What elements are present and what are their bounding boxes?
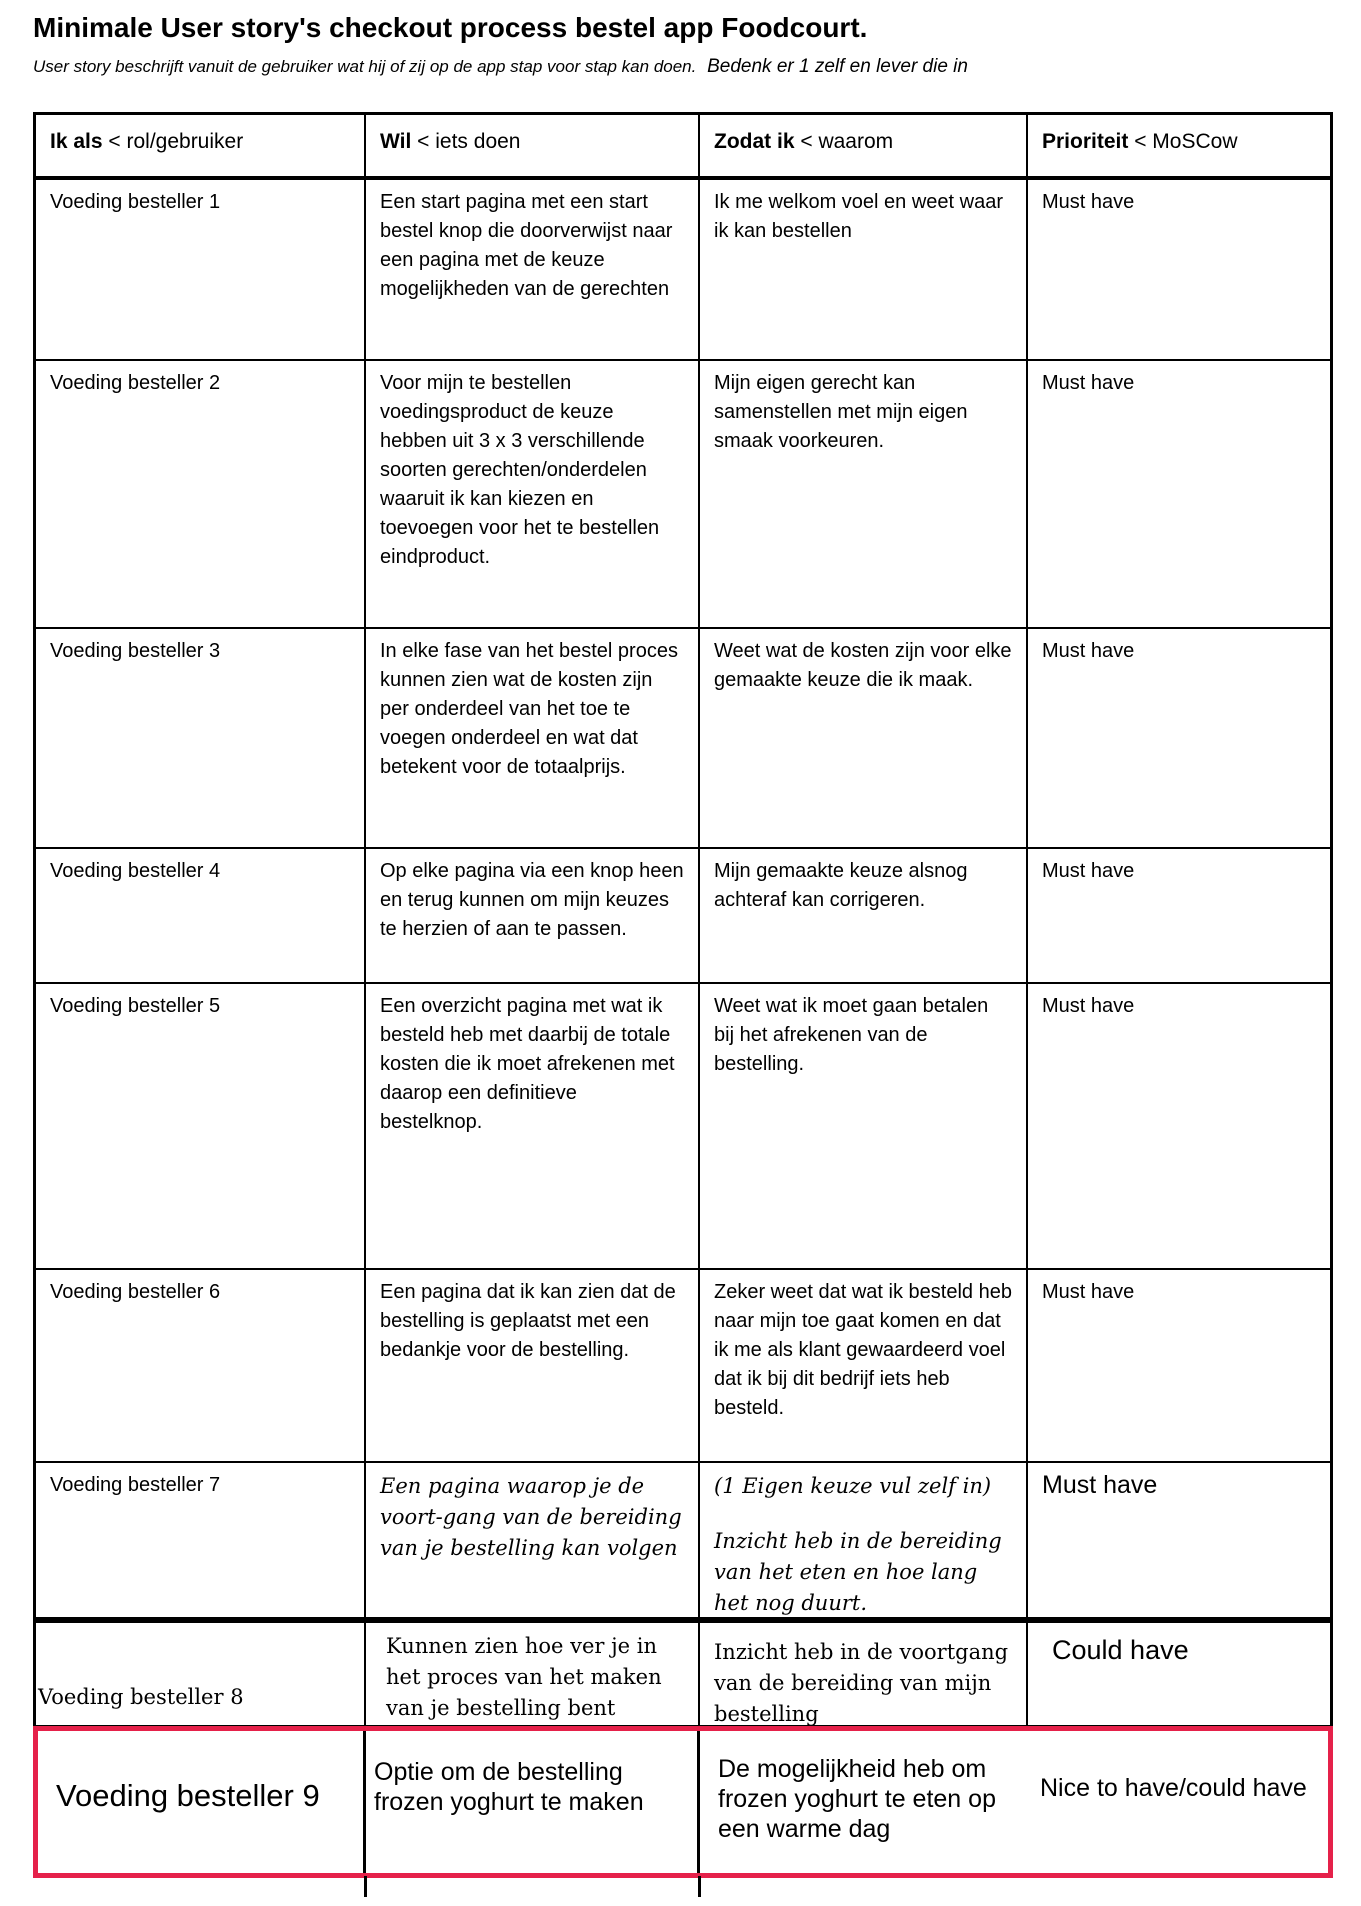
row7-zodat-text: Inzicht heb in de bereiding van het eten en hoe lang het nog duurt. [714,1529,1002,1615]
row5-zodat: Weet wat ik moet gaan betalen bij het afrekenen van de bestelling. [700,984,1028,1270]
row2-role: Voeding besteller 2 [36,361,366,629]
row7-role: Voeding besteller 7 [36,1463,366,1623]
row7-wil: Een pagina waarop je de voort-gang van de bereiding van je bestelling kan volgen [366,1463,700,1623]
header-prioriteit-keyword: Prioriteit [1042,130,1129,153]
user-story-table [33,112,1333,1876]
row8-wil: Kunnen zien hoe ver je in het proces van het maken van je bestelling bent [366,1623,700,1728]
header-role [36,115,366,180]
row3-zodat: Weet wat de kosten zijn voor elke gemaakte keuze die ik maak. [700,629,1028,849]
column-divider-stub-1 [364,1876,367,1897]
row1-wil: Een start pagina met een start bestel knop die doorverwijst naar een pagina met de keuze mogelijkheden van de gerechten [366,180,700,361]
row4-zodat: Mijn gemaakte keuze alsnog achteraf kan corrigeren. [700,849,1028,984]
row6-role: Voeding besteller 6 [36,1270,366,1463]
row6-zodat: Zeker weet dat wat ik besteld heb naar mijn toe gaat komen en dat ik me als klant gewaardeerd voel dat ik bij dit bedrijf iets heb besteld. [700,1270,1028,1463]
row3-prioriteit: Must have [1028,629,1330,849]
row2-zodat: Mijn eigen gerecht kan samenstellen met mijn eigen smaak voorkeuren. [700,361,1028,629]
page-title: Minimale User story's checkout process bestel app Foodcourt. [33,12,868,43]
header-wil [366,115,700,180]
row5-wil: Een overzicht pagina met wat ik besteld heb met daarbij de totale kosten die ik moet afrekenen met daarop een definitieve bestelknop. [366,984,700,1270]
header-wil-keyword: Wil [380,130,412,153]
row6-prioriteit: Must have [1028,1270,1330,1463]
row4-wil: Op elke pagina via een knop heen en terug kunnen om mijn keuzes te herzien of aan te passen. [366,849,700,984]
row7-zodat [700,1463,1028,1623]
page-subtitle [33,56,968,78]
row1-role: Voeding besteller 1 [36,180,366,361]
row8-zodat: Inzicht heb in de voortgang van de bereiding van mijn bestelling [700,1623,1028,1728]
row9-prioriteit: Nice to have/could have [1040,1773,1307,1802]
header-wil-hint: < iets doen [411,130,521,153]
header-zodat-keyword: Zodat ik [714,130,795,153]
header-role-hint: < rol/gebruiker [102,130,244,153]
header-prioriteit-hint: < MoSCow [1128,130,1238,153]
header-prioriteit [1028,115,1330,180]
row8-role: Voeding besteller 8 [36,1623,366,1728]
row1-zodat: Ik me welkom voel en weet waar ik kan bestellen [700,180,1028,361]
row9-zodat: De mogelijkheid heb om frozen yoghurt te eten op een warme dag [718,1755,996,1843]
row5-prioriteit: Must have [1028,984,1330,1270]
subtitle-assignment: Bedenk er 1 zelf en lever die in [707,56,968,77]
row9-wil: Optie om de bestelling frozen yoghurt te maken [366,1728,700,1876]
header-zodat-hint: < waarom [794,130,894,153]
row8-prioriteit: Could have [1028,1623,1330,1728]
header-zodat [700,115,1028,180]
column-divider-stub-2 [698,1876,701,1897]
row3-wil: In elke fase van het bestel proces kunnen zien wat de kosten zijn per onderdeel van het toe te voegen onderdeel en wat dat betekent voor de totaalprijs. [366,629,700,849]
row7-zodat-note: (1 Eigen keuze vul zelf in) [714,1474,992,1498]
header-role-keyword: Ik als [50,130,103,153]
row2-prioriteit: Must have [1028,361,1330,629]
row4-role: Voeding besteller 4 [36,849,366,984]
row2-wil: Voor mijn te bestellen voedingsproduct de keuze hebben uit 3 x 3 verschillende soorten gerechten/onderdelen waaruit ik kan kiezen en toevoegen voor het te bestellen eindproduct. [366,361,700,629]
row4-prioriteit: Must have [1028,849,1330,984]
row9-role: Voeding besteller 9 [36,1728,366,1876]
row6-wil: Een pagina dat ik kan zien dat de bestelling is geplaatst met een bedankje voor de bestelling. [366,1270,700,1463]
subtitle-description: User story beschrijft vanuit de gebruiker wat hij of zij op de app stap voor stap kan doen. [33,57,697,76]
row5-role: Voeding besteller 5 [36,984,366,1270]
row1-prioriteit: Must have [1028,180,1330,361]
row7-prioriteit: Must have [1028,1463,1330,1623]
row3-role: Voeding besteller 3 [36,629,366,849]
